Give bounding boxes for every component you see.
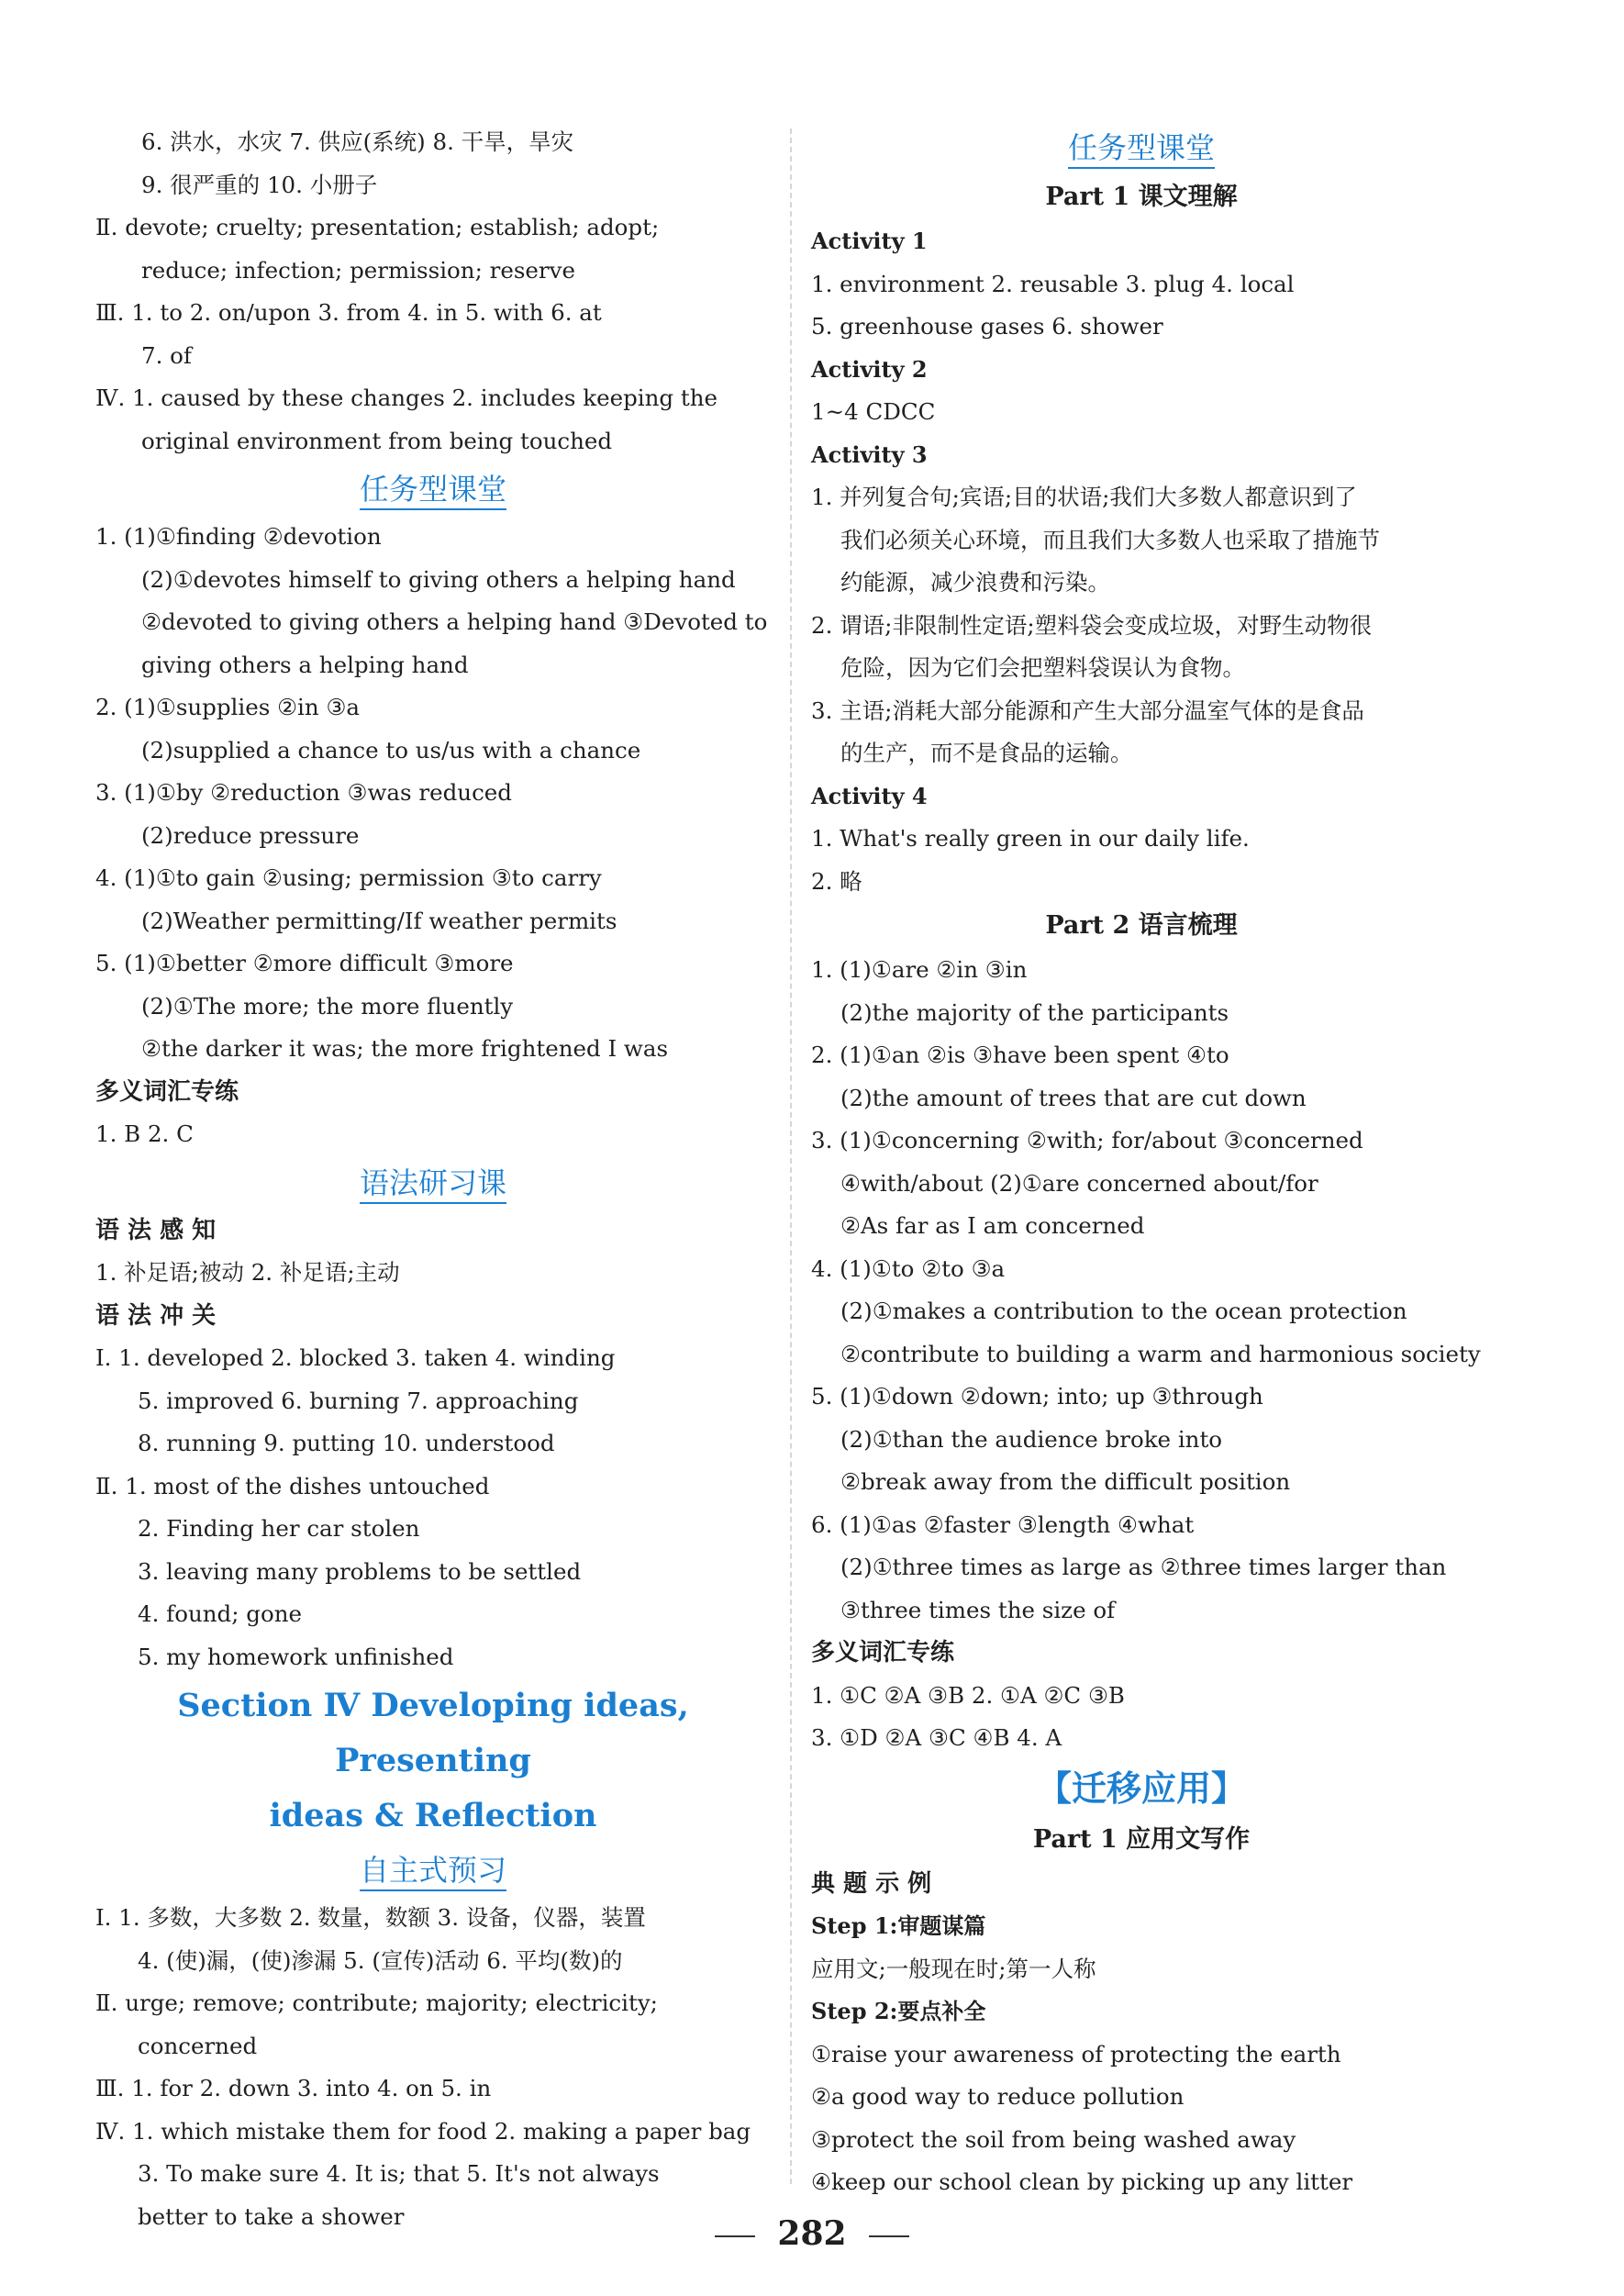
- sub-heading: 语 法 感 知: [95, 1216, 217, 1244]
- section-title: [95, 1678, 771, 1844]
- answer-line: original environment from being touched: [141, 427, 613, 454]
- answer-line: 约能源，减少浪费和污染。: [840, 569, 1110, 596]
- sub-heading: 多义词汇专练: [95, 1077, 239, 1106]
- answer-line: 1. ①C ②A ③B 2. ①A ②C ③B: [811, 1681, 1125, 1709]
- column-divider: [790, 128, 792, 2184]
- answer-line: ②contribute to building a warm and harmonious society: [840, 1340, 1481, 1367]
- answer-line: ④keep our school clean by picking up any litter: [811, 2168, 1353, 2195]
- answer-line: 3. (1)①by ②reduction ③was reduced: [95, 779, 512, 806]
- answer-line: 3. ①D ②A ③C ④B 4. A: [811, 1724, 1062, 1751]
- activity-heading: Step 2:要点补全: [811, 1998, 986, 2024]
- left-column: [95, 121, 771, 2238]
- answer-line: 4. found; gone: [138, 1600, 302, 1627]
- section-heading-text: 语法研习课: [360, 1165, 506, 1204]
- answer-line: 2. 谓语;非限制性定语;塑料袋会变成垃圾，对野生动物很: [811, 611, 1373, 639]
- answer-line: 2. (1)①supplies ②in ③a: [95, 694, 361, 720]
- answer-line: 3. 主语;消耗大部分能源和产生大部分温室气体的是食品: [811, 697, 1364, 724]
- answer-line: 6. 洪水，水灾 7. 供应(系统) 8. 干旱，旱灾: [141, 128, 574, 155]
- answer-line: 1. What's really green in our daily life.: [811, 825, 1250, 852]
- part-heading: Part 1 应用文写作: [1032, 1824, 1251, 1854]
- answer-line: (2)reduce pressure: [141, 821, 360, 849]
- answer-line: Ⅳ. 1. caused by these changes 2. includes keeping the: [95, 385, 717, 411]
- answer-line: (2)Weather permitting/If weather permits: [141, 907, 617, 934]
- answer-line: (2)supplied a chance to us/us with a chance: [141, 736, 641, 763]
- answer-line: reduce; infection; permission; reserve: [141, 256, 575, 284]
- answer-line: concerned: [138, 2032, 258, 2059]
- answer-line: (2)the amount of trees that are cut down: [840, 1084, 1307, 1111]
- sub-heading: 多义词汇专练: [811, 1639, 955, 1666]
- page-number: [0, 2214, 1624, 2253]
- answer-line: 1. 补足语;被动 2. 补足语;主动: [95, 1259, 400, 1286]
- answer-line: ②devoted to giving others a helping hand ③Devoted to: [141, 608, 768, 635]
- section-title-line: ideas & Reflection: [269, 1797, 597, 1834]
- answer-line: ③protect the soil from being washed away: [811, 2125, 1296, 2153]
- section-heading: [95, 1844, 771, 1897]
- answer-line: 4. (使)漏，(使)渗漏 5. (宣传)活动 6. 平均(数)的: [138, 1946, 623, 1974]
- bracket-heading: 【迁移应用】: [1036, 1767, 1246, 1809]
- sub-heading: 语 法 冲 关: [95, 1301, 217, 1330]
- answer-line: Ⅰ. 1. developed 2. blocked 3. taken 4. winding: [95, 1344, 616, 1371]
- answer-line: 7. of: [141, 341, 192, 369]
- answer-line: Ⅲ. 1. for 2. down 3. into 4. on 5. in: [95, 2075, 492, 2101]
- answer-line: (2)①devotes himself to giving others a helping hand: [141, 565, 736, 593]
- answer-line: Ⅳ. 1. which mistake them for food 2. making a paper bag: [95, 2117, 751, 2145]
- section-heading: [811, 121, 1472, 174]
- section-heading-text: 任务型课堂: [1068, 130, 1215, 169]
- answer-line: 4. (1)①to gain ②using; permission ③to carry: [95, 864, 602, 891]
- answer-line: 3. To make sure 4. It is; that 5. It's not always: [138, 2160, 660, 2187]
- section-title-line: Section Ⅳ Developing ideas, Presenting: [177, 1687, 689, 1779]
- page-number-text: 282: [777, 2214, 847, 2253]
- answer-line: ④with/about (2)①are concerned about/for: [840, 1169, 1318, 1197]
- answer-line: ②the darker it was; the more frightened I was: [141, 1035, 669, 1062]
- activity-heading: Step 1:审题谋篇: [811, 1912, 986, 1939]
- answer-line: 6. (1)①as ②faster ③length ④what: [811, 1510, 1195, 1538]
- answer-line: 2. Finding her car stolen: [138, 1515, 420, 1542]
- answer-line: ②As far as I am concerned: [840, 1212, 1145, 1239]
- answer-line: 5. my homework unfinished: [138, 1643, 454, 1670]
- answer-line: 9. 很严重的 10. 小册子: [141, 171, 378, 198]
- answer-line: Ⅱ. devote; cruelty; presentation; establish; adopt;: [95, 214, 660, 240]
- answer-line: (2)①than the audience broke into: [840, 1425, 1223, 1453]
- answer-line: 1. B 2. C: [95, 1120, 194, 1147]
- answer-line: 5. (1)①better ②more difficult ③more: [95, 950, 514, 976]
- answer-line: 1. (1)①finding ②devotion: [95, 523, 382, 550]
- answer-line: 5. improved 6. burning 7. approaching: [138, 1387, 579, 1414]
- answer-line: (2)the majority of the participants: [840, 998, 1229, 1026]
- answer-line: giving others a helping hand: [141, 651, 469, 678]
- section-heading-text: 任务型课堂: [360, 472, 506, 510]
- activity-heading: Activity 4: [811, 782, 928, 809]
- answer-line: ①raise your awareness of protecting the earth: [811, 2040, 1341, 2068]
- answer-line: 3. leaving many problems to be settled: [138, 1557, 582, 1585]
- sub-heading: 典 题 示 例: [811, 1869, 932, 1898]
- section-heading: [95, 1156, 771, 1209]
- answer-line: (2)①three times as large as ②three times larger than: [840, 1554, 1447, 1580]
- answer-line: 应用文;一般现在时;第一人称: [811, 1955, 1096, 1982]
- answer-line: better to take a shower: [138, 2202, 405, 2230]
- answer-line: 5. greenhouse gases 6. shower: [811, 313, 1163, 340]
- answer-line: ③three times the size of: [840, 1596, 1116, 1623]
- answer-line: 4. (1)①to ②to ③a: [811, 1254, 1006, 1282]
- answer-line: 危险，因为它们会把塑料袋误认为食物。: [840, 654, 1245, 681]
- section-heading-text: 自主式预习: [360, 1853, 506, 1891]
- answer-line: (2)①makes a contribution to the ocean protection: [840, 1298, 1407, 1324]
- answer-line: 的生产，而不是食品的运输。: [840, 740, 1133, 766]
- activity-heading: Activity 1: [811, 228, 928, 254]
- answer-line: Ⅱ. 1. most of the dishes untouched: [95, 1472, 490, 1499]
- activity-heading: Activity 3: [811, 440, 928, 468]
- answer-line: Ⅲ. 1. to 2. on/upon 3. from 4. in 5. with 6. at: [95, 299, 602, 326]
- answer-line: 1. 并列复合句;宾语;目的状语;我们大多数人都意识到了: [811, 484, 1357, 510]
- answer-line: 2. 略: [811, 867, 862, 895]
- answer-line: 8. running 9. putting 10. understood: [138, 1430, 555, 1456]
- part-heading: Part 2 语言梳理: [1045, 911, 1238, 940]
- answer-line: 1. (1)①are ②in ③in: [811, 956, 1028, 983]
- answer-line: 5. (1)①down ②down; into; up ③through: [811, 1383, 1263, 1410]
- answer-line: 3. (1)①concerning ②with; for/about ③concerned: [811, 1127, 1363, 1154]
- answer-line: 1~4 CDCC: [811, 398, 936, 425]
- right-column: [811, 121, 1481, 2204]
- answer-line: Ⅱ. urge; remove; contribute; majority; electricity;: [95, 1989, 658, 2016]
- answer-line: ②break away from the difficult position: [840, 1468, 1291, 1495]
- answer-line: Ⅰ. 1. 多数，大多数 2. 数量，数额 3. 设备，仪器，装置: [95, 1904, 646, 1931]
- answer-line: 1. environment 2. reusable 3. plug 4. local: [811, 270, 1295, 297]
- section-heading: [95, 463, 771, 516]
- activity-heading: Activity 2: [811, 355, 928, 383]
- answer-line: 2. (1)①an ②is ③have been spent ④to: [811, 1042, 1229, 1068]
- answer-line: (2)①The more; the more fluently: [141, 992, 514, 1020]
- answer-line: ②a good way to reduce pollution: [811, 2083, 1185, 2110]
- answer-line: 我们必须关心环境，而且我们大多数人也采取了措施节: [840, 526, 1380, 553]
- part-heading: Part 1 课文理解: [1045, 183, 1238, 211]
